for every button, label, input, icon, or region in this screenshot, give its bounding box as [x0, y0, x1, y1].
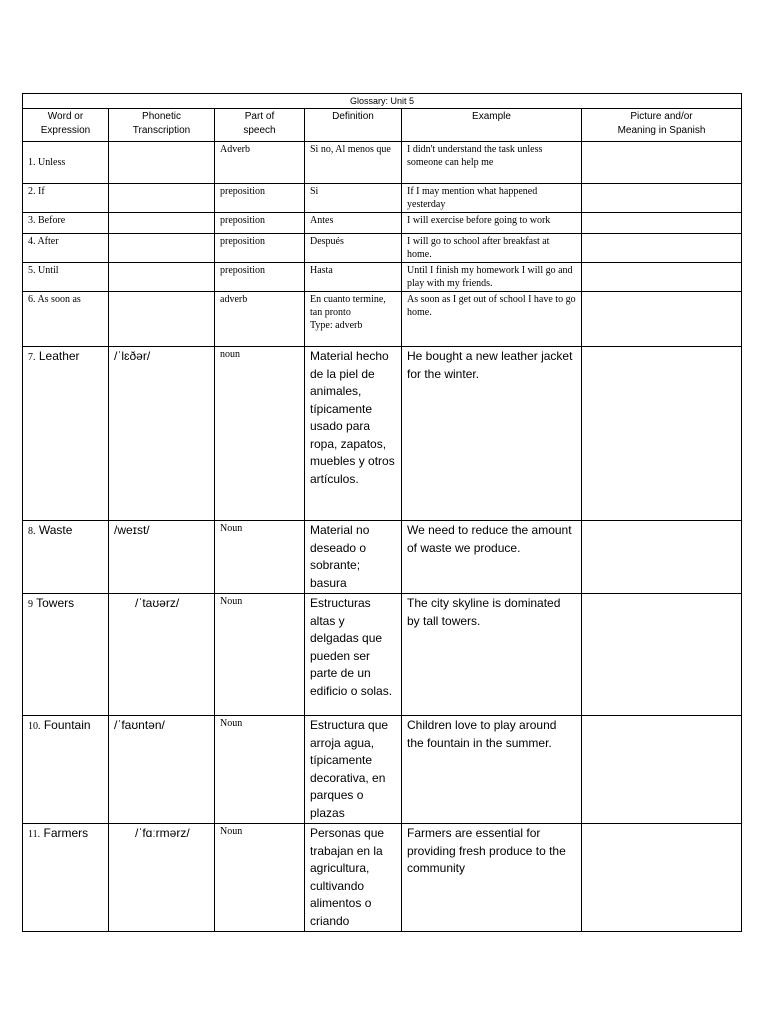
phonetic-cell: [109, 184, 215, 213]
phonetic-cell: [109, 292, 215, 347]
word-text: Farmers: [43, 826, 89, 840]
header-picture: Picture and/or Meaning in Spanish: [582, 109, 742, 142]
definition-cell: Hasta: [305, 263, 402, 292]
picture-cell: [582, 234, 742, 263]
table-row: [23, 263, 742, 292]
example-cell: We need to reduce the amount of waste we produce.: [402, 521, 582, 594]
phonetic-cell: /ˈtaʊərz/: [109, 594, 215, 716]
phonetic-cell: /ˈfaʊntən/: [109, 716, 215, 824]
word-cell: [23, 521, 109, 594]
table-row: [23, 142, 742, 184]
picture-cell: [582, 142, 742, 184]
header-example: Example: [402, 109, 582, 142]
header-definition: Definition: [305, 109, 402, 142]
picture-cell: [582, 824, 742, 932]
picture-cell: [582, 263, 742, 292]
word-cell: 6. As soon as: [23, 292, 109, 347]
phonetic-cell: [109, 213, 215, 234]
word-cell: 1. Unless: [23, 142, 109, 184]
table-row: [23, 594, 742, 716]
word-text: Fountain: [43, 718, 91, 732]
word-cell: [23, 716, 109, 824]
pos-cell: Noun: [215, 521, 305, 594]
example-cell: Until I finish my homework I will go and play with my friends.: [402, 263, 582, 292]
picture-cell: [582, 521, 742, 594]
definition-cell: Antes: [305, 213, 402, 234]
table-row: [23, 347, 742, 521]
header-phonetic: Phonetic Transcription: [109, 109, 215, 142]
glossary-table: [22, 93, 742, 932]
table-row: [23, 213, 742, 234]
row-number: 10.: [28, 721, 41, 732]
definition-cell: Si: [305, 184, 402, 213]
word-cell: [23, 594, 109, 716]
pos-cell: Noun: [215, 594, 305, 716]
example-cell: If I may mention what happened yesterday: [402, 184, 582, 213]
header-row: [23, 109, 742, 142]
word-text: Leather: [38, 349, 80, 363]
row-number: 9: [28, 599, 33, 610]
picture-cell: [582, 594, 742, 716]
example-cell: The city skyline is dominated by tall towers.: [402, 594, 582, 716]
definition-cell: Personas que trabajan en la agricultura, cultivando alimentos o criando: [305, 824, 402, 932]
phonetic-cell: [109, 142, 215, 184]
picture-cell: [582, 347, 742, 521]
row-number: 7.: [28, 352, 36, 363]
definition-cell: Después: [305, 234, 402, 263]
phonetic-cell: [109, 234, 215, 263]
phonetic-cell: [109, 263, 215, 292]
definition-cell: Si no, Al menos que: [305, 142, 402, 184]
glossary-title: Glossary: Unit 5: [23, 94, 742, 109]
header-part-of-speech: Part of speech: [215, 109, 305, 142]
header-word: Word or Expression: [23, 109, 109, 142]
definition-cell: Estructuras altas y delgadas que pueden ser parte de un edificio o solas.: [305, 594, 402, 716]
word-text: Towers: [36, 596, 75, 610]
title-row: [23, 94, 742, 109]
word-cell: [23, 824, 109, 932]
word-cell: 3. Before: [23, 213, 109, 234]
picture-cell: [582, 716, 742, 824]
definition-cell: En cuanto termine, tan pronto Type: adverb: [305, 292, 402, 347]
pos-cell: adverb: [215, 292, 305, 347]
table-row: [23, 521, 742, 594]
pos-cell: preposition: [215, 234, 305, 263]
definition-cell: Estructura que arroja agua, típicamente decorativa, en parques o plazas: [305, 716, 402, 824]
pos-cell: Adverb: [215, 142, 305, 184]
pos-cell: Noun: [215, 824, 305, 932]
table-row: [23, 292, 742, 347]
table-row: [23, 716, 742, 824]
row-number: 8.: [28, 526, 36, 537]
word-text: Waste: [38, 523, 73, 537]
picture-cell: [582, 184, 742, 213]
word-cell: 5. Until: [23, 263, 109, 292]
pos-cell: preposition: [215, 213, 305, 234]
phonetic-cell: /ˈfɑːrmərz/: [109, 824, 215, 932]
word-cell: [23, 347, 109, 521]
word-cell: 4. After: [23, 234, 109, 263]
table-row: [23, 184, 742, 213]
pos-cell: noun: [215, 347, 305, 521]
definition-cell: Material no deseado o sobrante; basura: [305, 521, 402, 594]
word-cell: 2. If: [23, 184, 109, 213]
example-cell: I didn't understand the task unless someone can help me: [402, 142, 582, 184]
example-cell: Children love to play around the fountain in the summer.: [402, 716, 582, 824]
pos-cell: preposition: [215, 263, 305, 292]
picture-cell: [582, 292, 742, 347]
pos-cell: preposition: [215, 184, 305, 213]
pos-cell: Noun: [215, 716, 305, 824]
example-cell: Farmers are essential for providing fresh produce to the community: [402, 824, 582, 932]
definition-cell: Material hecho de la piel de animales, típicamente usado para ropa, zapatos, muebles y otros artículos.: [305, 347, 402, 521]
picture-cell: [582, 213, 742, 234]
row-number: 11.: [28, 829, 41, 840]
example-cell: I will exercise before going to work: [402, 213, 582, 234]
example-cell: He bought a new leather jacket for the winter.: [402, 347, 582, 521]
phonetic-cell: /weɪst/: [109, 521, 215, 594]
phonetic-cell: /ˈlɛðər/: [109, 347, 215, 521]
table-row: [23, 824, 742, 932]
example-cell: I will go to school after breakfast at home.: [402, 234, 582, 263]
example-cell: As soon as I get out of school I have to go home.: [402, 292, 582, 347]
table-row: [23, 234, 742, 263]
